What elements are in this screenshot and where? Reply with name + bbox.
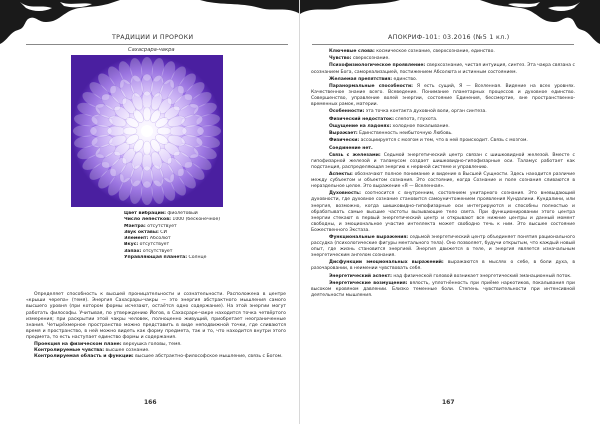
labeled-line [311, 153, 575, 171]
line-label: Особенности: [329, 109, 365, 115]
labeled-line [311, 117, 575, 123]
mandala-petal [143, 141, 151, 155]
line-label: Физически: [329, 138, 360, 144]
line-value: верхушка головы, темя. [121, 341, 182, 347]
left-body-text [26, 292, 286, 360]
labeled-line [311, 77, 575, 83]
labeled-line [311, 235, 575, 259]
mandala-petal [107, 126, 125, 136]
line-label: Ощущение на ладонях: [329, 123, 392, 129]
line-value: ассоциируется с мозгом и тем, что в ней происходит. Связь с мозгом. [359, 138, 528, 144]
labeled-line [311, 84, 575, 108]
line-value: над физической головой возникает энергетический эманационный поток. [391, 273, 572, 279]
labeled-line [311, 172, 575, 190]
line-value: 1000 (бесконечное) [170, 217, 221, 223]
line-value: отсутствует [141, 248, 173, 254]
labeled-line [311, 274, 575, 280]
line-value: сверхсознание, чистая интуиция, синтез. Эта чакра связана с осознанием Бога, самореализацией, постижением Абсолюта и истинным состоянием. [311, 63, 575, 75]
line-value: холодное покалывание. [391, 123, 450, 129]
line-value: единство. [392, 76, 418, 82]
page-number: 166 [144, 399, 157, 406]
line-label: Мантра: [124, 223, 146, 229]
line-label: Соединение нет. [329, 145, 373, 151]
labeled-line [311, 131, 575, 137]
line-label: Проекция на физическом плане: [34, 341, 122, 347]
line-value: фиолетовый [165, 211, 198, 216]
line-label: Связь с железами: [329, 152, 381, 158]
line-label: Психофизиологическое проявление: [329, 63, 426, 69]
line-value: сверхсознание. [351, 56, 390, 62]
line-value: Седьмой энергетический центр связан с шишковидной железой. Вместе с гипофизарной железой и таламусом создает шишковидно-гипофизарные оси. Таламус работает как подстанция, распределяющая энергию к нервной системе и управлению. [311, 152, 576, 170]
labeled-line [311, 56, 575, 62]
mandala-petal [142, 153, 152, 171]
line-value: отсутствует [138, 242, 170, 248]
image-caption: Сахасрара-чакра [128, 47, 175, 53]
line-label: Духовность: [329, 191, 361, 197]
line-label: Паранормальные способности: [329, 83, 413, 89]
labeled-line [311, 49, 575, 55]
labeled-line [311, 63, 575, 75]
labeled-line [311, 281, 575, 299]
header-rule [312, 44, 574, 45]
mandala-petal [157, 127, 171, 135]
line-label: Цвет вибрации: [124, 211, 166, 216]
line-label: Ключевые слова: [329, 49, 375, 54]
line-value: вялость, уплотнённость при приёме наркотиков, покалывания при высоком кровяном давлении. Близко теменные боли. Степень чувствительности при интенсивной деятельности мышления. [311, 280, 575, 298]
line-value: эта точка контакта духовной воли, орган синтеза. [364, 109, 487, 115]
line-label: Управляющая планета: [124, 255, 188, 261]
line-label: Энергетические возмущения: [329, 280, 408, 286]
labeled-line [311, 146, 575, 152]
labeled-line [26, 354, 286, 360]
right-body-text [311, 49, 575, 300]
line-label: Функциональные выражения: [329, 234, 409, 240]
line-label: Выражает: [329, 131, 358, 137]
labeled-line [311, 260, 575, 272]
line-label: Аспекты: [329, 172, 353, 178]
mandala-petal [169, 126, 187, 136]
line-value: выражаются в мыслях о себе, в боли духа, в разочаровании, в неимении чувствовать себя. [311, 260, 575, 272]
line-label: Элемент: [124, 236, 149, 242]
line-label: Энергетический аспект: [329, 273, 392, 279]
line-value: Солнце [187, 255, 207, 261]
line-label: Физический недостаток: [329, 116, 394, 122]
mandala-petal [143, 107, 151, 121]
labeled-line [311, 109, 575, 115]
labeled-line [311, 191, 575, 233]
line-value: Единственность неибыточную Любовь. [357, 131, 453, 137]
labeled-line [124, 255, 284, 261]
line-value: отсутствует [145, 223, 177, 229]
line-value: высшее абстрактно-философское мышление, связь с Богом. [133, 354, 283, 360]
line-label: Чувство: [329, 56, 352, 62]
line-value: космическое сознание, сверхсознание, единство. [374, 49, 495, 54]
line-label: Вкус: [124, 242, 139, 248]
header-rule [26, 44, 288, 45]
page-number: 167 [442, 399, 455, 406]
line-label: Запах: [124, 248, 142, 254]
line-label: Число лепестков: [124, 217, 171, 223]
line-value: соотносится с внутренним, состоянием унитарного сознания. Это вневыдающий духовности, где духовное сознание становится самоуничтожением проявления Кундалини. Кундалини, или энергия, возможно, когда шишковидно-гипофизарные оси интегрируются и способны полностью и обрабатывать самые высшие частоты вызывающие тело света. При функционировании этого центра энергии стекают в первый энергетический центр и открывают все нижние центры и данный момент свободны, и эмоциональное участие интеллекта может свободно течь к ним. Это высшее состояние Божественного Экстаза. [311, 191, 575, 233]
mandala-petal [142, 91, 152, 109]
line-value: Абсолют [148, 236, 171, 242]
line-value: СИ [158, 229, 167, 235]
line-value: высшее сознание. [104, 347, 150, 353]
line-label: Дисфункции эмоциональных выражений: [329, 260, 444, 266]
line-value: седьмой энергетический центр объединяет понятия рационального рассудка (психологические фигуры ментального тела). Оно позволяет, будучи открытым, что каждый новый опыт, где жизнь становится энергией. Энергия движется в теле, и энергия является изначальным энергетическим ангелом сознания. [311, 234, 575, 259]
line-label: Контролируемая область и функции: [34, 354, 134, 360]
line-label: Звук октавы: [124, 229, 159, 235]
mandala-core [141, 125, 153, 137]
line-value: слепота, глухота. [393, 116, 438, 122]
line-value: Я есть сущий, Я — Вселенная. Видение на всех уровнях. Качественное знание всего. Всеведение. Понимание планетарных процессов и духовное единство. Совершенство, управление волей энергии, состояние Единения, бессмертие, вне пространственно-временных рамок, материи. [311, 83, 575, 108]
labeled-line [311, 138, 575, 144]
mandala-petal [123, 127, 137, 135]
body-paragraph: Определяет способность к высшей проницательности и сознательности. Расположена в центре «крыши черепа» (темя). Энергия Сахасрары-чакры — это энергия абстрактного мышления самого высшего уровня (при котором формы исчезают, остаётся одно содержание). На этой энергии могут работать философы. Учитывая, по утверждению Йогов, в Сахасраре-чакре находится точка четвёртого измерения; при раскрытии этой чакры человек, полноценно живущий, приобретает неограниченные знания. Четырёхмерное пространство можно представить в виде неподвижной точки, где сливаются время и пространство, в ней можно видеть как форму предмета, так и то, что находится внутри этого предмета, то есть наступает единство формы и содержания. [26, 292, 286, 341]
right-page [300, 0, 600, 424]
chakra-specs [124, 211, 284, 261]
running-head-left: ТРАДИЦИИ И ПРОРОКИ [112, 34, 194, 41]
labeled-line [311, 124, 575, 130]
line-value: обозначают полное понимание и видение в Высшей Сущности. Здесь находится различие между субъектом и объектом сознания. Это состояние, когда Сознание и поле сознания сливаются в нераздельное целое. Это выражение «Я — Вселенная». [311, 172, 575, 190]
line-label: Контролируемые чувства: [34, 347, 105, 353]
line-label: Желаемая препятствия: [329, 76, 393, 82]
running-head-right: АПОКРИФ-101: 03.2016 (№5 1 кл.) [388, 34, 510, 41]
sahasrara-mandala-icon [71, 55, 223, 207]
